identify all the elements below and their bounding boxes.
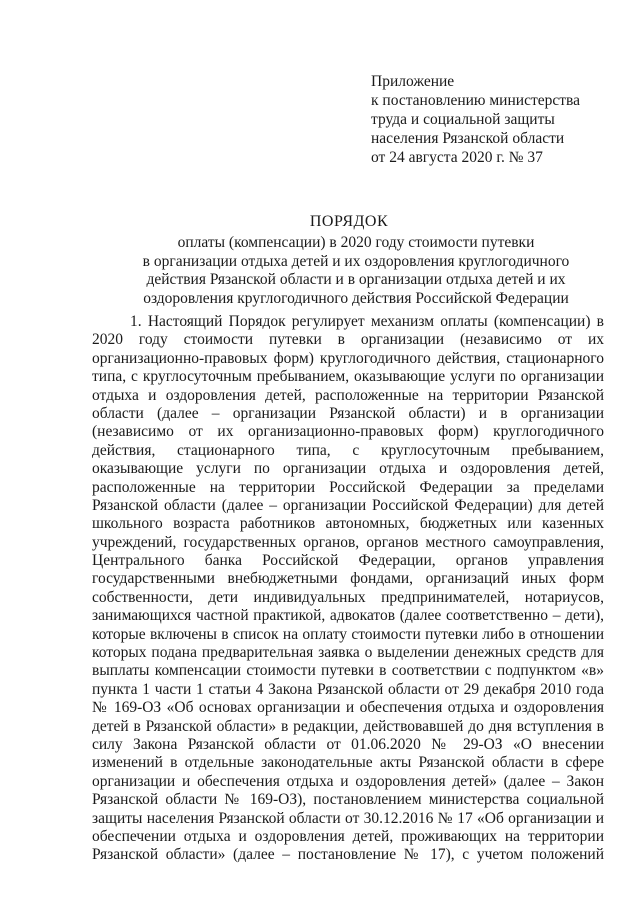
body-line: Центрального банка Российской Федерации, органов управления [92, 552, 604, 570]
subtitle-line: в организации отдыха детей и их оздоровления круглогодичного [142, 252, 570, 270]
subtitle-line: действия Рязанской области и в организации отдыха детей и их [146, 271, 566, 288]
body-line: 2020 году стоимости путевки в организации (независимо от их [92, 331, 604, 349]
header-line: труда и социальной защиты [371, 111, 555, 128]
body-line: государственными внебюджетными фондами, организаций иных форм [92, 570, 604, 588]
body-line: которые включены в список на оплату стоимости путевки либо в отношении [92, 625, 604, 643]
body-line: (независимо от их организационно-правовых форм) круглогодичного [92, 423, 604, 441]
subtitle-line: оздоровления круглогодичного действия Российской Федерации [143, 289, 569, 307]
body-line: № 169-ОЗ «Об основах организации и обеспечения отдыха и оздоровления [92, 699, 604, 717]
approval-header [371, 72, 621, 167]
body-line: отдыха и оздоровления детей, расположенные на территории Рязанской [92, 386, 604, 404]
body-line: организационно-правовых форм) круглогодичного действия, стационарного [92, 349, 604, 367]
body-line: выплаты компенсации стоимости путевки в соответствии с подпунктом «в» [92, 662, 604, 680]
body-line: типа, с круглосуточным пребыванием, оказывающие услуги по организации [92, 368, 604, 386]
header-line: населения Рязанской области [371, 130, 565, 147]
body-line: Рязанской области (далее – организации Российской Федерации) для детей [92, 496, 604, 514]
subtitle-line: оплаты (компенсации) в 2020 году стоимости путевки [177, 234, 535, 251]
body-line: действия, стационарного типа, с круглосуточным пребыванием, [92, 441, 604, 459]
body-line: защиты населения Рязанской области от 30.12.2016 № 17 «Об организации и [92, 809, 604, 827]
body-line: детей в Рязанской области» в редакции, действовавшей до дня вступления в [92, 717, 604, 735]
header-line: от 24 августа 2020 г. № 37 [371, 149, 543, 166]
body-paragraph [92, 313, 604, 865]
header-line: Приложение [371, 73, 455, 90]
body-line: расположенные на территории Российской Федерации за пределами [92, 478, 604, 496]
body-line: пункта 1 части 1 статьи 4 Закона Рязанской области от 29 декабря 2010 года [92, 680, 604, 698]
body-line: организации и обеспечения отдыха и оздоровления детей» (далее – Закон [92, 772, 604, 790]
body-line: обеспечении отдыха и оздоровления детей, проживающих на территории [92, 827, 604, 845]
document-title: ПОРЯДОК [309, 213, 389, 230]
body-line: собственности, дети индивидуальных предпринимателей, нотариусов, [92, 588, 604, 606]
body-line: силу Закона Рязанской области от 01.06.2020 № 29-ОЗ «О внесении [92, 735, 604, 753]
body-line: занимающихся частной практикой, адвокатов (далее соответственно – дети), [92, 607, 604, 625]
body-line: изменений в отдельные законодательные акты Рязанской области в сфере [92, 754, 604, 772]
document-subtitle [96, 234, 616, 308]
body-line: которых подана предварительная заявка о выделении денежных средств для [92, 644, 604, 662]
body-line: Рязанской области № 169-ОЗ), постановлением министерства социальной [92, 791, 604, 809]
body-line: 1. Настоящий Порядок регулирует механизм оплаты (компенсации) в [130, 313, 604, 330]
body-line: оказывающие услуги по организации отдыха и оздоровления детей, [92, 460, 604, 478]
body-line: учреждений, государственных органов, органов местного самоуправления, [92, 533, 604, 551]
header-line: к постановлению министерства [371, 92, 581, 109]
body-line: школьного возраста работников автономных, бюджетных или казенных [92, 515, 604, 533]
body-line: Рязанской области» (далее – постановление № 17), с учетом положений [92, 846, 604, 864]
body-line: области (далее – организации Рязанской области) и в организации [92, 404, 604, 422]
